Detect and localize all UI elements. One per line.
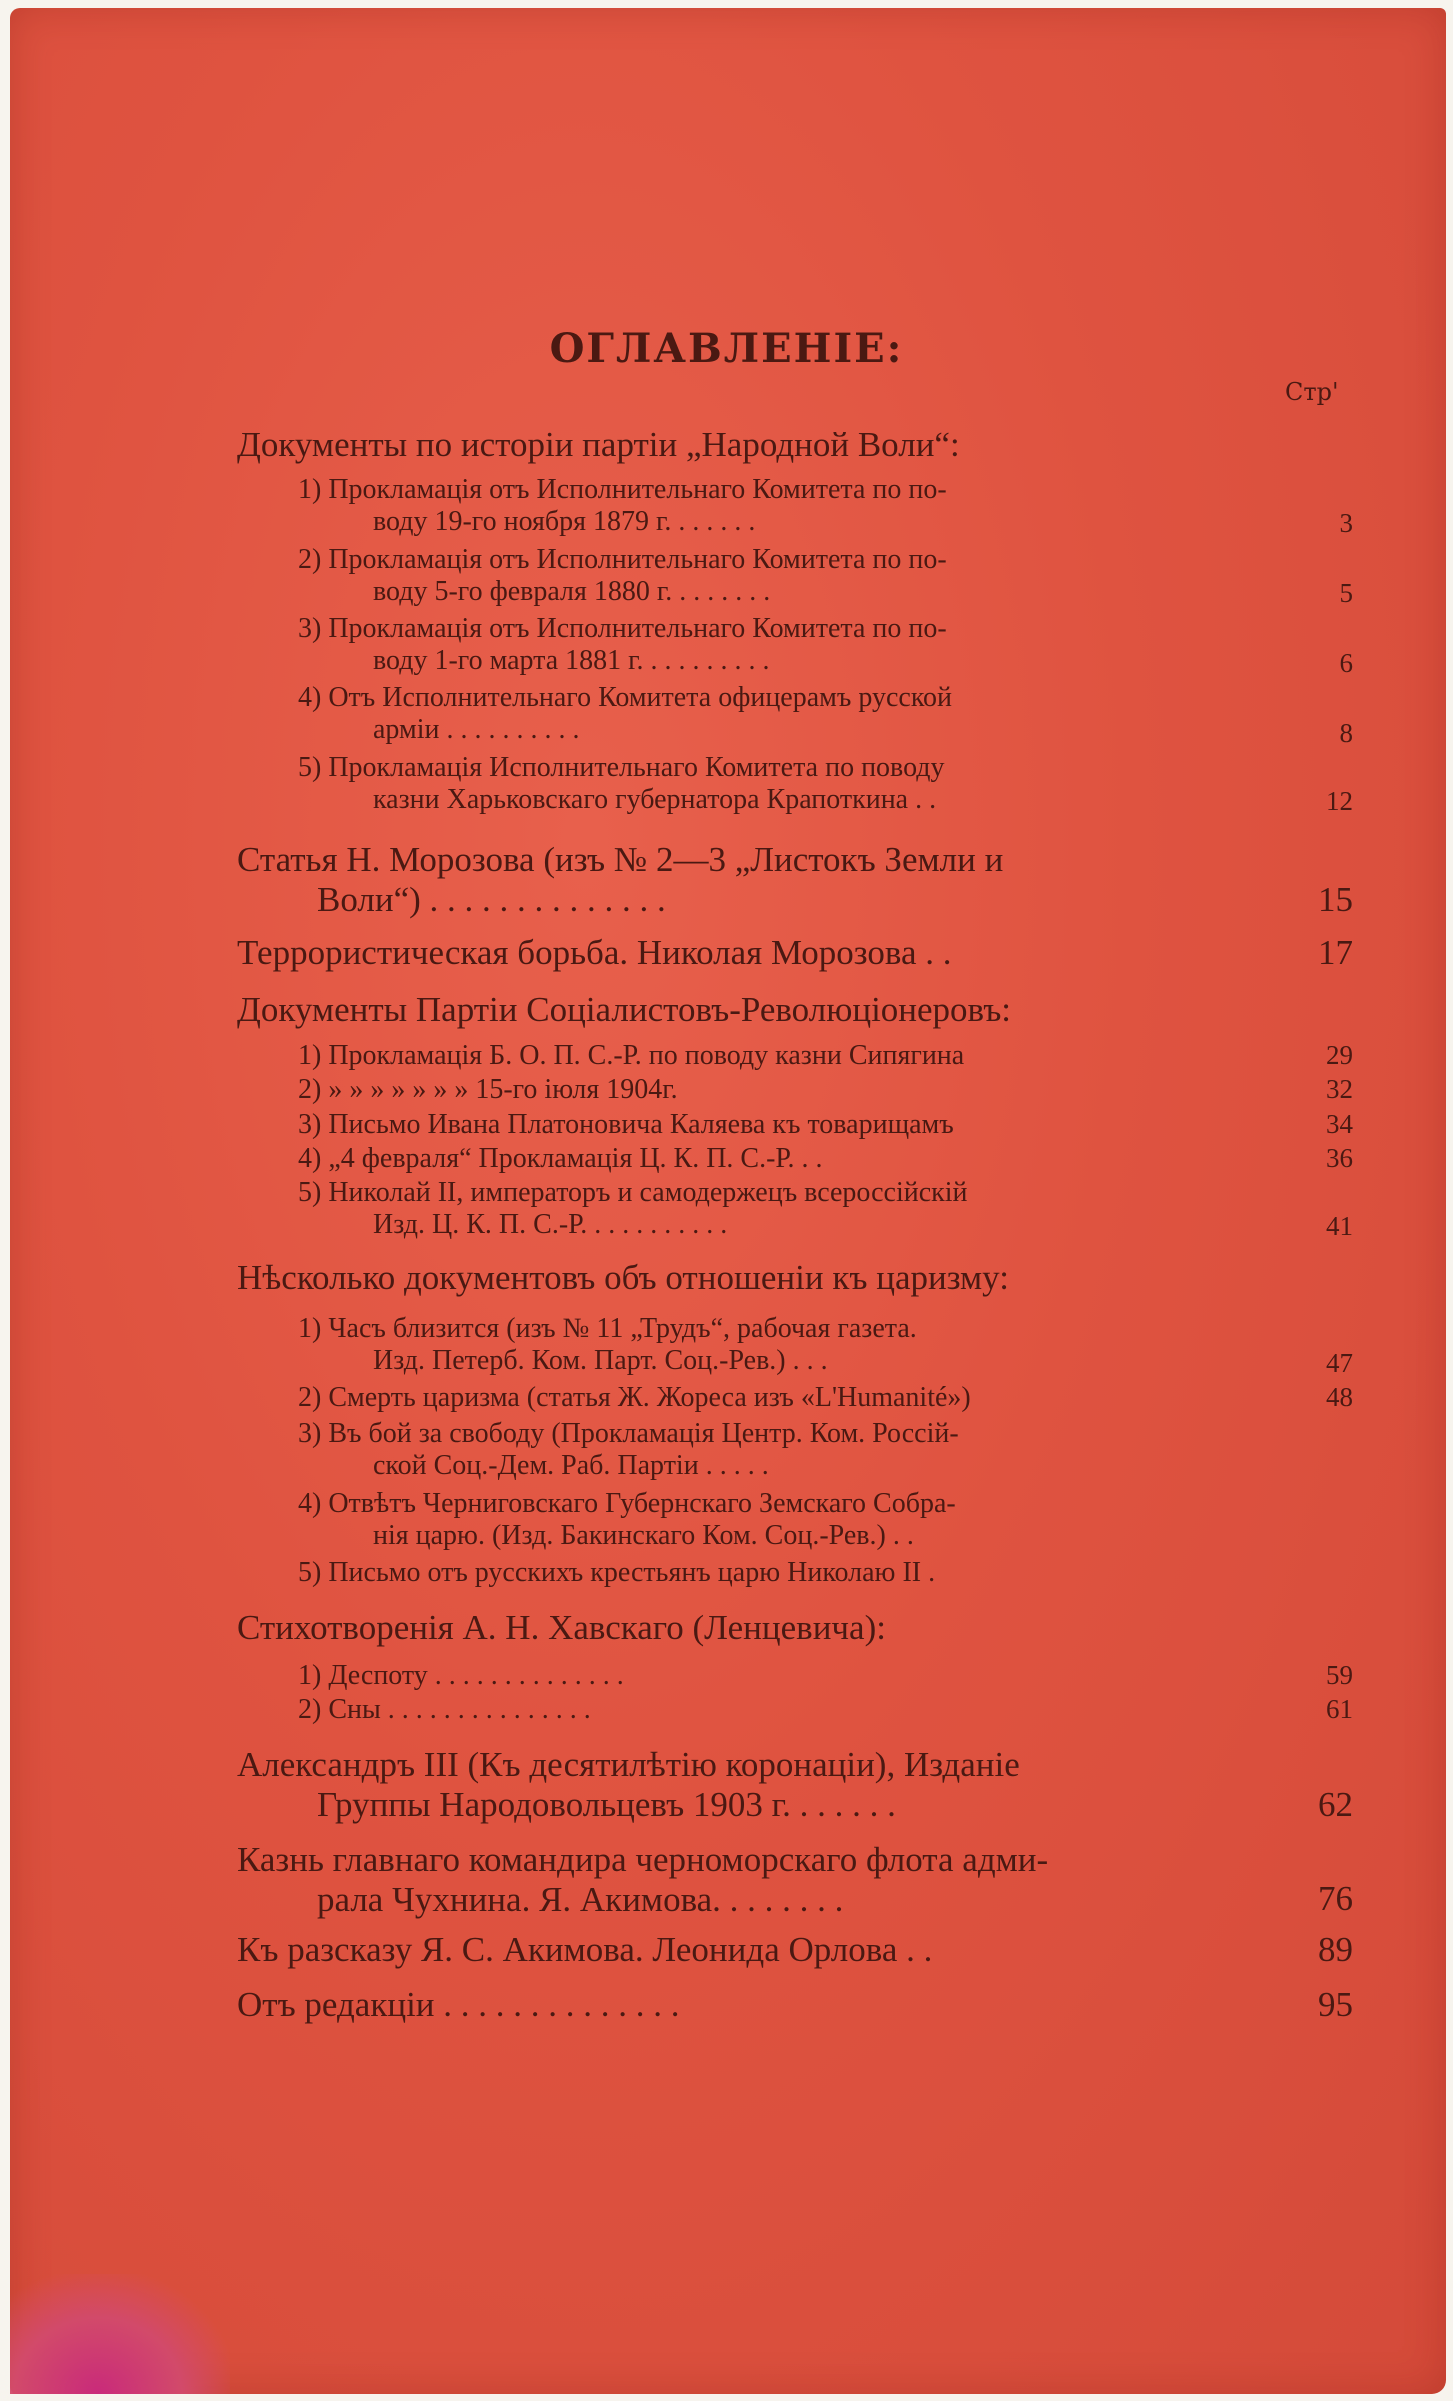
toc-entry	[298, 752, 1248, 816]
toc-entry: 2) Сны . . . . . . . . . . . . . . .	[298, 1694, 591, 1725]
toc-entry	[298, 1488, 1248, 1552]
entry-line: воду 1-го марта 1881 г. . . . . . . . . .	[373, 645, 770, 676]
entry-line: 3) Прокламація отъ Исполнительнаго Комитета по по-	[298, 613, 947, 644]
toc-entry	[237, 1745, 1237, 1825]
page-number: 62	[1318, 1785, 1353, 1824]
entry-line: 3) Въ бой за свободу (Прокламація Центр. Ком. Россій-	[298, 1418, 959, 1449]
toc-entry: Отъ редакціи . . . . . . . . . . . . . .	[237, 1985, 680, 2024]
page-number: 47	[1326, 1348, 1353, 1378]
toc-entry: Террористическая борьба. Николая Морозова . .	[237, 933, 952, 972]
section-heading: Документы по исторіи партіи „Народной Воли“:	[237, 425, 960, 464]
entry-line: Изд. Петерб. Ком. Парт. Соц.-Рев.) . . .	[373, 1345, 828, 1376]
entry-line: казни Харьковскаго губернатора Крапоткина . .	[373, 784, 937, 815]
page-number: 29	[1326, 1040, 1353, 1070]
page-number: 48	[1326, 1382, 1353, 1412]
toc-entry	[298, 544, 1248, 608]
toc-entry	[237, 1840, 1237, 1920]
entry-line: 5) Николай II, императоръ и самодержецъ всероссійскій	[298, 1177, 968, 1208]
entry-line: 1) Прокламація отъ Исполнительнаго Комитета по по-	[298, 474, 947, 505]
entry-line: ской Соц.-Дем. Раб. Партіи . . . . .	[373, 1450, 769, 1481]
entry-line: арміи . . . . . . . . . .	[373, 714, 580, 745]
page-title: ОГЛАВЛЕНІЕ:	[549, 325, 904, 372]
page-number: 3	[1339, 508, 1353, 538]
entry-line: рала Чухнина. Я. Акимова. . . . . . . .	[317, 1880, 844, 1919]
section-heading: Документы Партіи Соціалистовъ-Революціонеровъ:	[237, 990, 1012, 1029]
page-number: 41	[1326, 1211, 1353, 1241]
page-number: 89	[1318, 1930, 1353, 1969]
page-number: 15	[1318, 880, 1353, 919]
entry-line: Статья Н. Морозова (изъ № 2—3 „Листокъ Земли и	[237, 840, 1004, 879]
page-number: 5	[1339, 578, 1353, 608]
section-heading: Нѣсколько документовъ объ отношеніи къ царизму:	[237, 1258, 1009, 1297]
toc-entry: 4) „4 февраля“ Прокламація Ц. К. П. С.-Р. . .	[298, 1143, 823, 1174]
page-column-label: Стр'	[1285, 378, 1339, 406]
toc-entry	[298, 613, 1248, 677]
entry-line: 4) Отвѣтъ Черниговскаго Губернскаго Земскаго Собра-	[298, 1488, 956, 1519]
entry-line: Казнь главнаго командира черноморскаго флота адми-	[237, 1840, 1049, 1879]
entry-line: нія царю. (Изд. Бакинскаго Ком. Соц.-Рев.) . .	[373, 1520, 914, 1551]
page-number: 12	[1326, 786, 1353, 816]
entry-line: воду 19-го ноября 1879 г. . . . . . .	[373, 506, 756, 537]
page-number: 17	[1318, 933, 1353, 972]
toc-entry: 2) Смерть царизма (статья Ж. Жореса изъ «L'Humanité»)	[298, 1382, 971, 1413]
toc-entry	[298, 1177, 1248, 1241]
entry-line: 1) Часъ близится (изъ № 11 „Трудъ“, рабочая газета.	[298, 1313, 917, 1344]
page-number: 59	[1326, 1660, 1353, 1690]
page-number: 32	[1326, 1074, 1353, 1104]
page-number: 8	[1339, 718, 1353, 748]
toc-entry	[237, 840, 1237, 920]
entry-line: 5) Прокламація Исполнительнаго Комитета по поводу	[298, 752, 945, 783]
toc-entry: 1) Деспоту . . . . . . . . . . . . . .	[298, 1660, 624, 1691]
toc-entry	[298, 682, 1248, 746]
entry-line: Воли“) . . . . . . . . . . . . . .	[317, 880, 666, 919]
toc-entry: 3) Письмо Ивана Платоновича Каляева къ товарищамъ	[298, 1109, 954, 1140]
toc-entry	[298, 474, 1248, 538]
toc-entry: Къ разсказу Я. С. Акимова. Леонида Орлова . .	[237, 1930, 933, 1969]
toc-entry: 2) » » » » » » » 15-го іюля 1904г.	[298, 1074, 678, 1105]
entry-line: 2) Прокламація отъ Исполнительнаго Комитета по по-	[298, 544, 947, 575]
page-number: 6	[1339, 648, 1353, 678]
page-number: 34	[1326, 1109, 1353, 1139]
entry-line: 4) Отъ Исполнительнаго Комитета офицерамъ русской	[298, 682, 953, 713]
entry-line: Группы Народовольцевъ 1903 г. . . . . . .	[317, 1785, 896, 1824]
toc-entry: 5) Письмо отъ русскихъ крестьянъ царю Николаю II .	[298, 1557, 936, 1588]
page-number: 76	[1318, 1879, 1353, 1918]
toc-entry: 1) Прокламація Б. О. П. С.-Р. по поводу казни Сипягина	[298, 1040, 965, 1071]
entry-line: Изд. Ц. К. П. С.-Р. . . . . . . . . . .	[373, 1209, 728, 1240]
entry-line: Александръ III (Къ десятилѣтію коронаціи), Изданіе	[237, 1745, 1020, 1784]
page-number: 95	[1318, 1985, 1353, 2024]
toc-entry	[298, 1418, 1248, 1482]
entry-line: воду 5-го февраля 1880 г. . . . . . . .	[373, 576, 771, 607]
section-heading: Стихотворенія А. Н. Хавскаго (Ленцевича):	[237, 1608, 886, 1647]
page-number: 61	[1326, 1694, 1353, 1724]
toc-entry	[298, 1313, 1248, 1377]
page-number: 36	[1326, 1143, 1353, 1173]
